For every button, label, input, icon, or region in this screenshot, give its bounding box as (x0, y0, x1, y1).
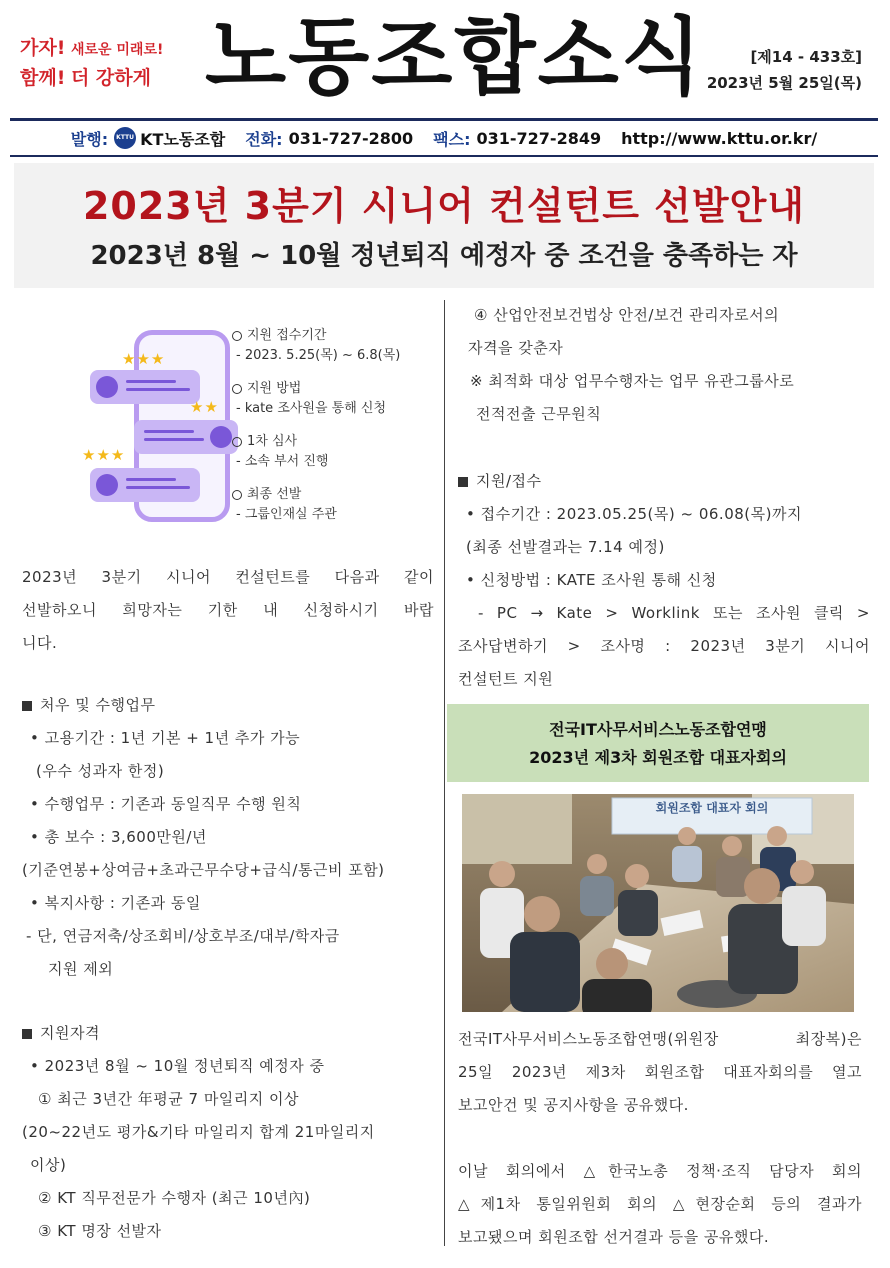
publisher-label: 발행: (70, 129, 109, 149)
stars-icon-2: ★★ (190, 398, 219, 416)
column-divider (444, 300, 445, 1246)
square-bullet-icon (22, 1029, 32, 1039)
headline-title: 2023년 3분기 시니어 컨설턴트 선발안내 (82, 184, 806, 228)
infographic-steps (232, 326, 432, 538)
section-treatment: 처우 및 수행업무 • 고용기간 : 1년 기본 + 1년 추가 가능 (우수 성과자 한정) • 수행업무 : 기존과 동일직무 수행 원칙 • 총 보수 : 3,600만원/년 (기준연봉+상여금+초과근무수당+급식/통근비 포함) • 복지사항 : 기존과 동일 - 단, 연금저축/상조회비/상호부조/대부/학자금 지원 제외 (22, 689, 434, 986)
phone-number: 031-727-2800 (288, 128, 414, 148)
review-card-icon-2 (134, 420, 238, 454)
slogan-line1-a: 가자! (20, 37, 66, 59)
issue-date: 2023년 5월 25일(목) (706, 74, 862, 92)
publisher-name: KT노동조합 (140, 129, 226, 149)
circle-bullet-icon (232, 331, 242, 341)
recruitment-infographic (22, 300, 434, 540)
newsletter-title: 노동조합소식 (205, 8, 704, 106)
step-item: 지원 접수기간 - 2023. 5.25(목) ~ 6.8(목) (232, 326, 432, 366)
kttu-logo-icon: KTTU (114, 127, 136, 149)
square-bullet-icon (22, 701, 32, 711)
step-item: 최종 선발 - 그룹인재실 주관 (232, 485, 432, 525)
headline-box (14, 163, 874, 288)
slogan (20, 34, 200, 93)
fax-label: 팩스: (433, 129, 471, 149)
slogan-line2-a: 함께! (20, 67, 66, 89)
circle-bullet-icon (232, 384, 242, 394)
federation-news-heading: 전국IT사무서비스노동조합연맹 2023년 제3차 회원조합 대표자회의 (447, 704, 869, 782)
review-card-icon-3 (90, 468, 200, 502)
eligibility-continued: ④ 산업안전보건법상 안전/보건 관리자로서의 자격을 갖춘자 ※ 최적화 대상 업무수행자는 업무 유관그룹사로 전적전출 근무원칙 (468, 306, 795, 423)
issue-info (707, 44, 862, 96)
circle-bullet-icon (232, 437, 242, 447)
publisher-bar (10, 121, 878, 155)
publisher-divider (10, 155, 878, 157)
stars-icon: ★★★ (122, 350, 166, 368)
website-link[interactable]: http://www.kttu.or.kr/ (621, 128, 818, 148)
photo-banner-text: 회원조합 대표자 회의 (655, 801, 769, 815)
section-heading: 처우 및 수행업무 (22, 689, 434, 722)
masthead-header (0, 0, 890, 118)
circle-bullet-icon (232, 490, 242, 500)
section-eligibility: 지원자격 • 2023년 8월 ~ 10월 정년퇴직 예정자 중 ① 최근 3년간 年평균 7 마일리지 이상 (20~22년도 평가&기타 마일리지 합계 21마일리지 이상) ② KT 직무전문가 수행자 (최근 10년內) ③ KT 명장 선발자 (22, 1017, 434, 1248)
section-heading: 지원/접수 (458, 465, 870, 498)
section-application: 지원/접수 • 접수기간 : 2023.05.25(목) ~ 06.08(목)까지 (최종 선발결과는 7.14 예정) • 신청방법 : KATE 조사원 통해 신청 - PC → Kate > Worklink 또는 조사원 클릭 > 조사답변하기 > 조사명 : 2023년 3분기 시니어 컨설턴트 지원 (458, 465, 870, 696)
slogan-line2-b: 더 강하게 (70, 67, 151, 89)
federation-article: 전국IT사무서비스노동조합연맹(위원장 최장복)은 25일 2023년 제3차 회원조합 대표자회의를 열고 보고안건 및 공지사항을 공유했다. 이날 회의에서 △한국노총 정책·조직 담당자 회의 △제1차 통일위원회 회의 △현장순회 등의 결과가 보고됐으며 회원조합 선거결과 등을 공유했다. (458, 1030, 862, 1246)
intro-paragraph: 2023년 3분기 시니어 컨설턴트를 다음과 같이 선발하오니 희망자는 기한 내 신청하시기 바랍 니다. (22, 568, 434, 652)
step-item: 지원 방법 - kate 조사원을 통해 신청 (232, 379, 432, 419)
phone-label: 전화: (245, 129, 283, 149)
stars-icon-3: ★★★ (82, 446, 126, 464)
meeting-photo-image (462, 794, 854, 1012)
issue-number: [제14 - 433호] (750, 48, 862, 66)
step-item: 1차 심사 - 소속 부서 진행 (232, 432, 432, 472)
review-card-icon (90, 370, 200, 404)
slogan-line1-b: 새로운 미래로! (70, 42, 164, 58)
section-heading: 지원자격 (22, 1017, 434, 1050)
headline-subtitle: 2023년 8월 ~ 10월 정년퇴직 예정자 중 조건을 충족하는 자 (90, 241, 798, 271)
meeting-photo (462, 794, 854, 1012)
square-bullet-icon (458, 477, 468, 487)
fax-number: 031-727-2849 (476, 128, 602, 148)
